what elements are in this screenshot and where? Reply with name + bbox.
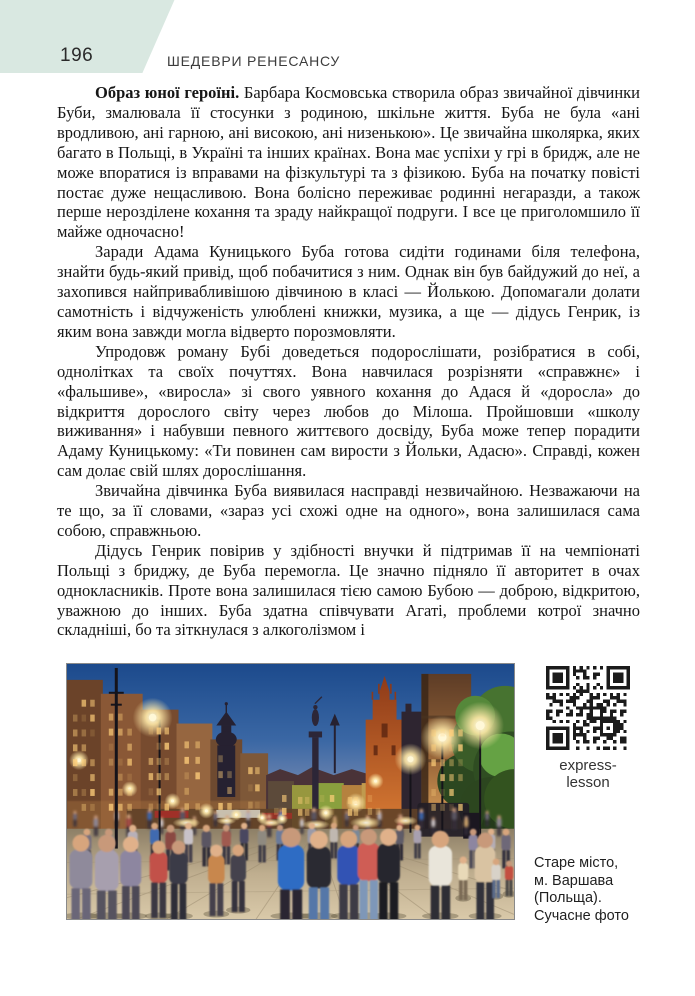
caption-line: м. Варшава [534, 872, 614, 889]
warsaw-night-photo [66, 663, 515, 920]
warsaw-night-scene [67, 664, 514, 919]
caption-line: Старе місто, [534, 855, 619, 871]
paragraph: Упродовж роману Бубі доведеться подорослішати, розібратися в собі, однолітках та своїх почуттях. Вона навчилася розрізняти «справжнє» і «фальшиве», «виросла» зі свого уявного кохання до Адася й «доросла» до відкриття дорослого світу через любов до Мілоша. Пройшовши «школу виживання» і набувши певного життєвого досвіду, Буба може тепер порадити Адаму Куницькому: «Ти повинен сам вирости з Йольки, Адасю». Справді, кожен сам долає свій шлях дорослішання. [57, 341, 640, 481]
qr-label [538, 758, 638, 791]
paragraph [57, 83, 640, 242]
running-header: ШЕДЕВРИ РЕНЕСАНСУ [167, 53, 341, 69]
page-number: 196 [60, 45, 94, 66]
caption-line: Сучасне фото [534, 907, 629, 924]
qr-label-line: express- [559, 757, 617, 774]
paragraph: Дідусь Генрик повірив у здібності внучки й підтримав її на чемпіонаті Польщі з бриджу, де Буба перемогла. Це значно підняло її авторитет в очах однокласників. Проте вона залишилася тією самою Бубою — доброю, відкритою, уважною до інших. Буба здатна співчувати Агаті, проблеми котрої значно складніші, бо та зіткнулася з алкоголізмом і [57, 540, 640, 640]
qr-pattern [546, 666, 630, 750]
paragraph-lead: Образ юної героїні. [95, 83, 240, 102]
paragraph: Заради Адама Куницького Буба готова сидіти годинами біля телефона, знайти будь-який привід, щоб побачитися з ним. Однак він був байдужий до неї, а захопився найпривабливішою дівчиною в класі — Йолькою. Допомагали долати самотність і відчуженість улюблені книжки, музика, а ще — дідусь Генрик, із яким вона завжди могла відверто порозмовляти. [57, 242, 640, 341]
chimney [405, 704, 411, 714]
qr-label-line: lesson [566, 773, 610, 791]
paragraph-body: Барбара Космовська створила образ звичайної дівчинки Буби, змалювала її стосунки з родиною, шкільне життя. Буба не була «ані вродливою, ані гарною, ані високою, ані низенькою». Це звичайна школярка, яких багато в Польщі, в Україні та інших країнах. Вона має успіхи у грі в бридж, але не може впоратися із вправами на фізкультурі та з фізикою. Буба на початку повісті постає дуже нещасливою. Вона болісно переживає родинні негаразди, а також перше нерозділене кохання та зраду найкращої подруги. І все це приголомшило її майже одночасно! [57, 83, 640, 242]
paragraph: Звичайна дівчинка Буба виявилася насправді незвичайною. Незважаючи на те що, за її словами, «зараз усі схожі одне на одного», вона залишилася сама собою, справжньою. [57, 481, 640, 540]
photo-caption [534, 855, 674, 925]
article-text [57, 83, 640, 640]
qr-code[interactable] [546, 666, 630, 750]
caption-line: (Польща). [534, 890, 602, 907]
